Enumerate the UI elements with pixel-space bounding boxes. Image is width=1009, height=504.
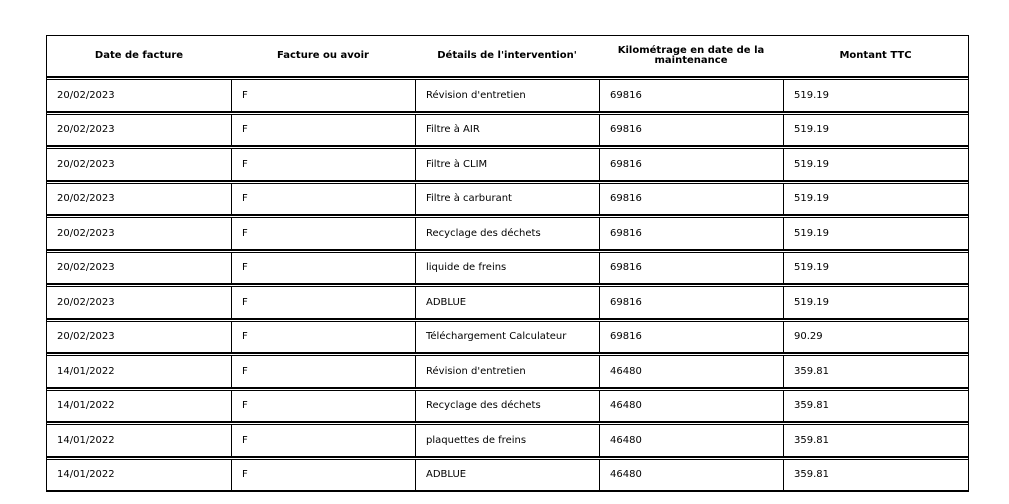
cell-details: Filtre à AIR	[415, 115, 599, 146]
table-row	[47, 321, 968, 355]
cell-montant: 359.81	[783, 425, 968, 456]
cell-type: F	[231, 322, 415, 353]
cell-kilometrage: 46480	[599, 356, 783, 387]
cell-kilometrage: 69816	[599, 218, 783, 249]
table-row	[47, 183, 968, 217]
cell-kilometrage: 69816	[599, 115, 783, 146]
cell-kilometrage: 69816	[599, 322, 783, 353]
cell-details: Révision d'entretien	[415, 80, 599, 111]
cell-kilometrage: 46480	[599, 460, 783, 491]
cell-montant: 519.19	[783, 218, 968, 249]
cell-details: Filtre à CLIM	[415, 149, 599, 180]
cell-details: Filtre à carburant	[415, 184, 599, 215]
cell-type: F	[231, 184, 415, 215]
cell-type: F	[231, 218, 415, 249]
cell-date: 14/01/2022	[57, 469, 115, 481]
cell-type: F	[231, 80, 415, 111]
cell-date: 20/02/2023	[57, 296, 115, 308]
table-row	[47, 79, 968, 113]
maintenance-table	[46, 35, 969, 492]
cell-kilometrage: 69816	[599, 149, 783, 180]
table-row	[47, 252, 968, 286]
cell-date: 14/01/2022	[57, 365, 115, 377]
table-row	[47, 459, 968, 493]
cell-details: Recyclage des déchets	[415, 391, 599, 422]
cell-date: 20/02/2023	[57, 331, 115, 343]
cell-kilometrage: 46480	[599, 391, 783, 422]
cell-kilometrage: 46480	[599, 425, 783, 456]
cell-montant: 519.19	[783, 80, 968, 111]
cell-type: F	[231, 287, 415, 318]
cell-date: 20/02/2023	[57, 193, 115, 205]
cell-details: ADBLUE	[415, 287, 599, 318]
header-details-intervention: Détails de l'intervention'	[437, 50, 577, 61]
cell-type: F	[231, 425, 415, 456]
cell-details: Téléchargement Calculateur	[415, 322, 599, 353]
cell-date: 14/01/2022	[57, 434, 115, 446]
cell-details: Recyclage des déchets	[415, 218, 599, 249]
cell-montant: 359.81	[783, 460, 968, 491]
cell-kilometrage: 69816	[599, 287, 783, 318]
header-montant-ttc: Montant TTC	[839, 50, 912, 61]
cell-type: F	[231, 356, 415, 387]
table-row	[47, 390, 968, 424]
table-row	[47, 114, 968, 148]
cell-date: 20/02/2023	[57, 89, 115, 101]
cell-montant: 519.19	[783, 184, 968, 215]
table-row	[47, 286, 968, 320]
cell-montant: 359.81	[783, 356, 968, 387]
cell-montant: 519.19	[783, 287, 968, 318]
cell-date: 20/02/2023	[57, 262, 115, 274]
cell-details: plaquettes de freins	[415, 425, 599, 456]
cell-type: F	[231, 460, 415, 491]
cell-details: liquide de freins	[415, 253, 599, 284]
header-facture-ou-avoir: Facture ou avoir	[277, 50, 369, 61]
cell-montant: 359.81	[783, 391, 968, 422]
cell-montant: 519.19	[783, 115, 968, 146]
cell-type: F	[231, 149, 415, 180]
header-date-de-facture: Date de facture	[94, 50, 184, 61]
cell-date: 20/02/2023	[57, 158, 115, 170]
cell-montant: 519.19	[783, 253, 968, 284]
cell-kilometrage: 69816	[599, 253, 783, 284]
table-row	[47, 355, 968, 389]
table-row	[47, 148, 968, 182]
cell-details: Révision d'entretien	[415, 356, 599, 387]
table-row	[47, 424, 968, 458]
cell-details: ADBLUE	[415, 460, 599, 491]
cell-montant: 519.19	[783, 149, 968, 180]
cell-type: F	[231, 391, 415, 422]
cell-date: 20/02/2023	[57, 124, 115, 136]
cell-date: 14/01/2022	[57, 400, 115, 412]
cell-kilometrage: 69816	[599, 184, 783, 215]
table-row	[47, 217, 968, 251]
cell-type: F	[231, 253, 415, 284]
cell-type: F	[231, 115, 415, 146]
header-kilometrage: Kilométrage en date de la maintenance	[617, 45, 765, 66]
table-header	[47, 35, 968, 78]
cell-kilometrage: 69816	[599, 80, 783, 111]
cell-date: 20/02/2023	[57, 227, 115, 239]
cell-montant: 90.29	[783, 322, 968, 353]
